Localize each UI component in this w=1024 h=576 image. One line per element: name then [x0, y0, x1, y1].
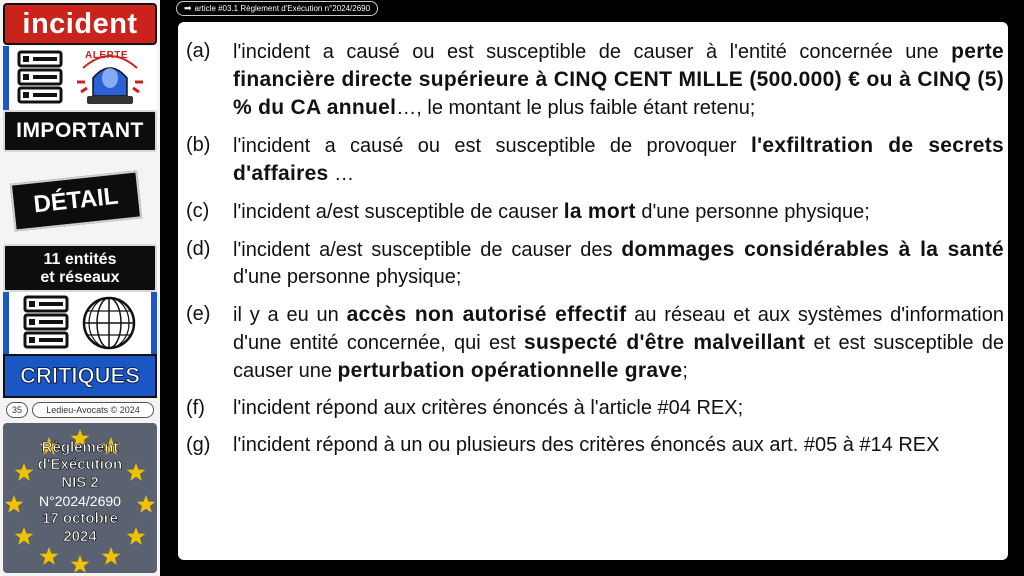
item-text: l'incident a/est susceptible de causer des dommages considérables à la santé d'une personne physique; [233, 238, 1004, 288]
item-text: l'incident a causé ou est susceptible de causer à l'entité concernée une perte financière directe supérieure à CINQ CENT MILLE (500.000) € ou à CINQ (5) % du CA annuel…, le montant le plus faible étant retenu; [233, 40, 1004, 119]
article-breadcrumb-text: article #03.1 Règlement d'Exécution n°2024/2690 [194, 4, 371, 13]
list-item [186, 301, 1004, 385]
regulation-line-3: NIS 2 [61, 474, 99, 491]
entities-line-1: 11 entités [43, 251, 117, 268]
regulation-line-5: 17 octobre [42, 510, 118, 527]
content-card [178, 22, 1008, 560]
list-item [186, 236, 1004, 291]
list-item [186, 38, 1004, 122]
list-item [186, 395, 1004, 422]
item-letter: (a) [186, 40, 211, 62]
item-text: l'incident a causé ou est susceptible de provoquer l'exfiltration de secrets d'affaires … [233, 134, 1004, 185]
alert-badge-label: ALERTE [85, 50, 128, 61]
globe-icon [81, 295, 137, 351]
regulation-line-2: d'Exécution [37, 456, 123, 473]
list-item [186, 198, 1004, 226]
incident-banner: incident [3, 3, 157, 45]
item-text: l'incident répond à un ou plusieurs des critères énoncés aux art. #05 à #14 REX [233, 434, 940, 456]
page-number: 35 [6, 402, 28, 418]
item-text: l'incident répond aux critères énoncés à l'article #04 REX; [233, 397, 744, 419]
item-letter: (f) [186, 397, 205, 419]
entities-line-2: et réseaux [40, 269, 120, 286]
regulation-line-6: 2024 [63, 528, 97, 545]
author-credit: Ledieu-Avocats © 2024 [32, 402, 154, 418]
important-banner: IMPORTANT [3, 110, 157, 152]
regulation-line-4: N°2024/2690 [39, 493, 121, 509]
alert-panel [3, 46, 157, 110]
list-item [186, 432, 1004, 459]
content-panel [166, 18, 1008, 576]
network-panel [3, 292, 157, 354]
arrow-right-icon: ➡ [184, 3, 192, 13]
item-letter: (d) [186, 238, 211, 260]
entities-banner [3, 244, 157, 292]
article-breadcrumb [176, 1, 378, 16]
sidebar [0, 0, 160, 576]
list-item [186, 132, 1004, 188]
item-letter: (e) [186, 303, 211, 325]
item-text: il y a eu un accès non autorisé effectif au réseau et aux systèmes d'information d'une entité concernée, qui est suspecté d'être malveillant et est susceptible de causer une perturbation opérationnelle grave; [233, 303, 1005, 382]
criteria-list [186, 38, 1004, 469]
critical-banner: CRITIQUES [3, 354, 157, 398]
regulation-line-1: Règlement [41, 439, 119, 456]
item-letter: (g) [186, 434, 211, 456]
detail-label: DÉTAIL [10, 170, 142, 231]
item-letter: (c) [186, 200, 210, 222]
slide-footer [3, 400, 157, 420]
item-letter: (b) [186, 134, 211, 156]
regulation-card [3, 423, 157, 573]
item-text: l'incident a/est susceptible de causer la mort d'une personne physique; [233, 200, 870, 223]
